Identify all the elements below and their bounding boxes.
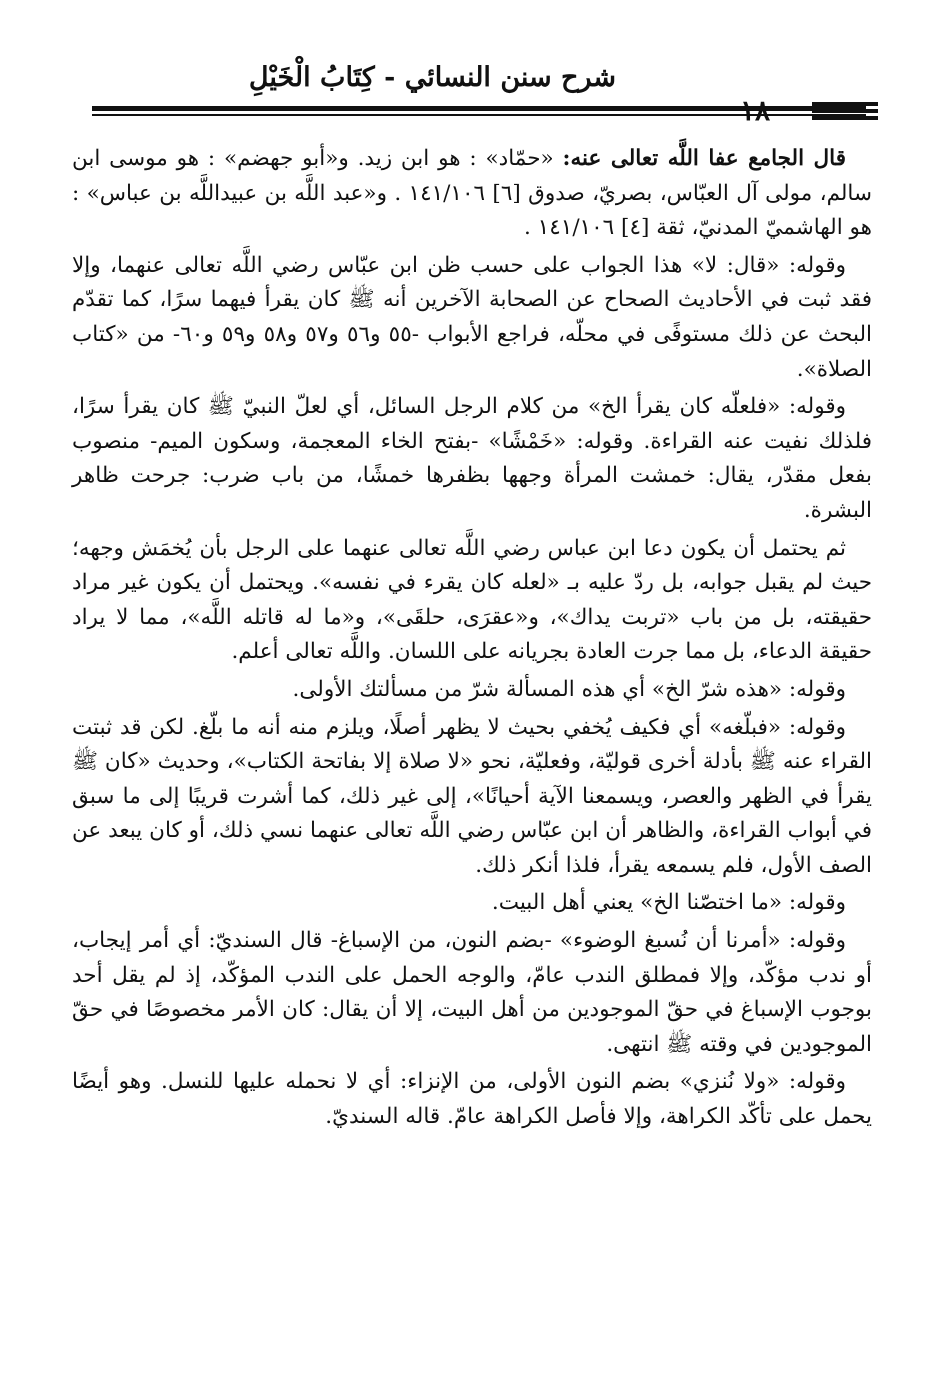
- paragraph: [72, 142, 872, 246]
- paragraph-text: «حمّاد» : هو ابن زيد. و«أبو جهضم» : هو موسى ابن سالم، مولى آل العبّاس، بصريّ، صدوق [٦] ١٤١/١٠٦ . و«عبد اللَّه بن عبيداللَّه بن عباس» : هو الهاشميّ المدنيّ، ثقة [٤] ١٤١/١٠٦ .: [72, 146, 872, 241]
- page-number-bar: [812, 116, 878, 120]
- page-number-area: [0, 94, 946, 127]
- page-number-bar: [812, 109, 878, 113]
- paragraph: وقوله: «ما اختصّنا الخ» يعني أهل البيت.: [491, 890, 846, 916]
- page-number-bar: [812, 102, 878, 106]
- paragraph: وقوله: «هذه شرّ الخ» أي هذه المسألة شرّ من مسألتك الأولى.: [292, 676, 846, 702]
- paragraph: وقوله: «فبلّغه» أي فكيف يُخفي بحيث لا يظهر أصلًا، ويلزم منه أنه ما بلّغ. لكن قد ثبتت القراء عنه ﷺ بأدلة أخرى قوليّة، وفعليّة، نحو «لا صلاة إلا بفاتحة الكتاب»، وحديث «كان ﷺ يقرأ في الظهر والعصر، ويسمعنا الآية أحيانًا»، إلى غير ذلك، كما أشرت قريبًا إلى ما سبق في أبواب القراءة، والظاهر أن ابن عبّاس رضي اللَّه تعالى عنهما نسي ذلك، أو كان يبعد عن الصف الأول، فلم يسمعه يقرأ، فلذا أنكر ذلك.: [72, 714, 872, 878]
- paragraph: وقوله: «فلعلّه كان يقرأ الخ» من كلام الرجل السائل، أي لعلّ النبيّ ﷺ كان يقرأ سرًا، فلذلك نفيت عنه القراءة. وقوله: «خَمْشًا» -بفتح الخاء المعجمة، وسكون الميم- منصوب بفعل مقدّر، يقال: خمشت المرأة وجهها بظفرها خمشًا، من باب ضرب: جرحت ظاهر البشرة.: [72, 394, 872, 523]
- paragraph-lead: قال الجامع عفا اللَّه تعالى عنه:: [562, 146, 846, 171]
- page-number: ١٨: [740, 94, 771, 127]
- paragraph: ثم يحتمل أن يكون دعا ابن عباس رضي اللَّه تعالى عنهما على الرجل بأن يُخمَش وجهه؛ حيث لم يقبل جوابه، بل ردّ عليه بـ «لعله كان يقرء في نفسه». ويحتمل أن يكون غير مراد حقيقته، بل من باب «تربت يداك»، و«عقرَى، حلقَى»، و«ما له قاتله اللَّه»، مما لا يراد حقيقة الدعاء، بل مما جرت العادة بجريانه على اللسان. واللَّه تعالى أعلم.: [72, 535, 872, 665]
- body-text: [72, 142, 872, 1138]
- paragraph: وقوله: «قال: لا» هذا الجواب على حسب ظن ابن عبّاس رضي اللَّه تعالى عنهما، وإلا فقد ثبت في الأحاديث الصحاح عن الصحابة الآخرين أنه ﷺ كان يقرأ فيهما سرًا، كما تقدّم البحث عن ذلك مستوفًى في محلّه، فراجع الأبواب -٥٥ و٥٦ و٥٧ و٥٨ و٥٩ و٦٠- من «كتاب الصلاة».: [72, 252, 873, 382]
- running-header-title: شرح سنن النسائي - كِتَابُ الْخَيْلِ: [248, 62, 616, 93]
- paragraph: وقوله: «أمرنا أن نُسبغ الوضوء» -بضم النون، من الإسباغ- قال السنديّ: أي أمر إيجاب، أو ندب مؤكّد، وإلا فمطلق الندب عامّ، والوجه الحمل على الندب المؤكّد، إذ لم يقل أحد بوجوب الإسباغ في حقّ الموجودين من أهل البيت، إلا أن يقال: كان الأمر مخصوصًا في حقّ الموجودين في وقته ﷺ انتهى.: [72, 928, 872, 1057]
- paragraph: وقوله: «ولا نُنزي» بضم النون الأولى، من الإنزاء: أي لا نحمله عليها للنسل. وهو أيضًا يحمل على تأكّد الكراهة، وإلا فأصل الكراهة عامّ. قاله السنديّ.: [72, 1069, 872, 1130]
